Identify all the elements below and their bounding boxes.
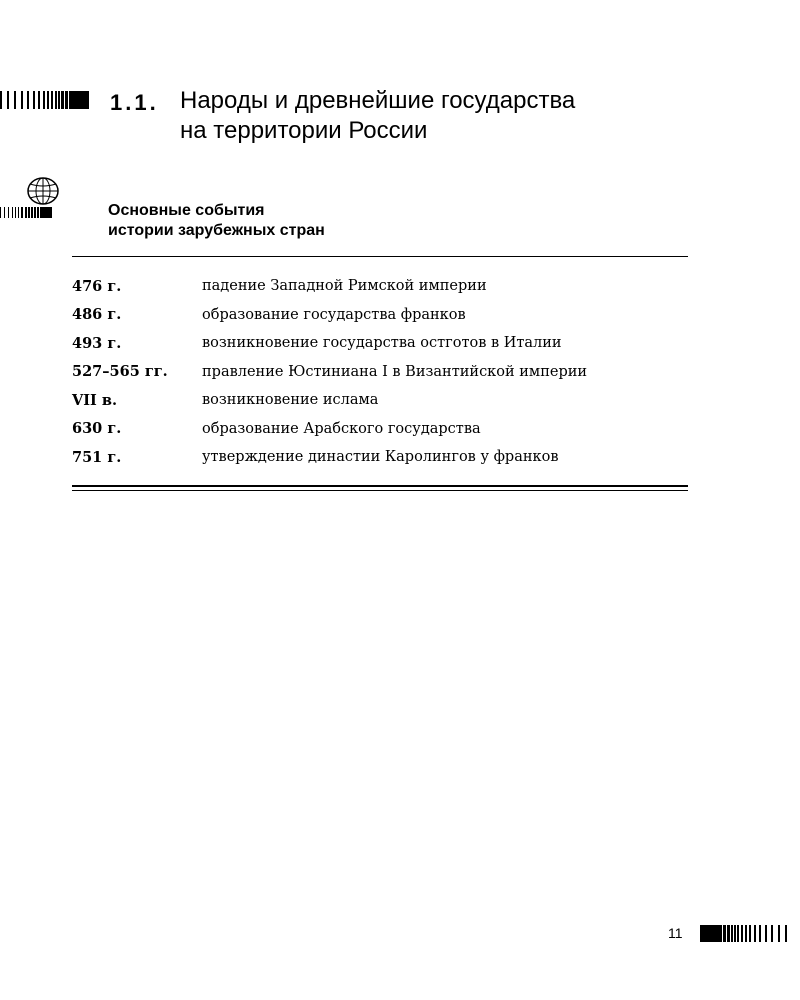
event-row: [72, 329, 692, 358]
subsection-title-line1: Основные события: [108, 202, 265, 219]
events-list: [72, 272, 692, 472]
event-text: правление Юстиниана I в Византийской империи: [202, 363, 588, 380]
event-date: 493 г.: [72, 334, 122, 352]
event-date: 630 г.: [72, 420, 122, 438]
event-row: [72, 301, 692, 330]
event-date: VII в.: [72, 391, 117, 409]
event-date: 486 г.: [72, 306, 122, 324]
event-text: возникновение государства остготов в Италии: [202, 335, 562, 352]
event-text: утверждение династии Каролингов у франков: [202, 449, 559, 466]
event-row: [72, 443, 692, 472]
event-row: [72, 358, 692, 387]
event-date: 527–565 гг.: [72, 363, 168, 381]
bottom-divider: [72, 485, 688, 487]
event-row: [72, 272, 692, 301]
event-row: [72, 415, 692, 444]
page-number: 11: [668, 925, 683, 941]
subsection-stripes-icon: [0, 207, 52, 218]
top-divider: [72, 256, 688, 257]
subsection-title: [108, 201, 508, 241]
section-title: [180, 86, 740, 146]
page-stripes-icon: [700, 925, 787, 942]
globe-icon: [25, 176, 61, 208]
event-text: образование государства франков: [202, 306, 466, 323]
event-row: [72, 386, 692, 415]
event-date: 751 г.: [72, 448, 122, 466]
section-stripes-icon: [0, 91, 89, 109]
section-title-line1: Народы и древнейшие государства: [180, 87, 576, 114]
event-text: образование Арабского государства: [202, 420, 481, 437]
section-number: 1.1.: [110, 90, 159, 115]
event-text: падение Западной Римской империи: [202, 278, 487, 295]
subsection-title-line2: истории зарубежных стран: [108, 222, 325, 239]
bottom-divider-thin: [72, 490, 688, 491]
event-date: 476 г.: [72, 277, 122, 295]
section-title-line2: на территории России: [180, 117, 428, 144]
event-text: возникновение ислама: [202, 392, 379, 409]
